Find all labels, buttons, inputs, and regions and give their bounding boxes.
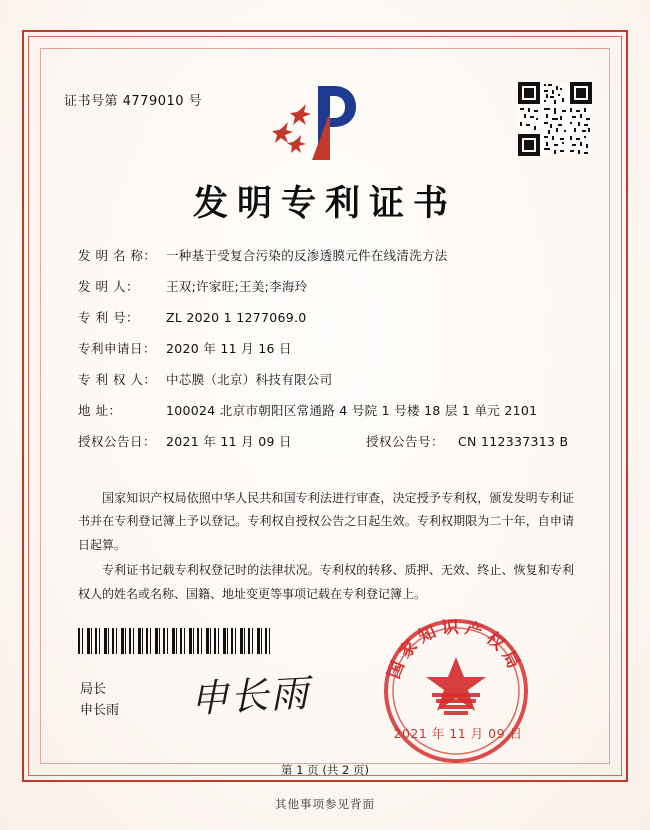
patent-office-logo-icon <box>272 82 372 164</box>
field-value: 王双;许家旺;王美;李海玲 <box>166 279 308 294</box>
field-label: 专 利 权 人： <box>78 372 157 387</box>
field-list <box>78 246 578 463</box>
footer-note: 其他事项参见背面 <box>275 797 375 811</box>
legal-paragraph-1: 国家知识产权局依照中华人民共和国专利法进行审查，决定授予专利权，颁发发明专利证书并在专利登记簿上予以登记。专利权自授权公告之日起生效。专利权期限为二十年，自申请日起算。 <box>78 491 574 552</box>
grant-date-value: 2021 年 11 月 09 日 <box>166 434 292 449</box>
grant-number-value: CN 112337313 B <box>458 434 569 449</box>
barcode-icon <box>78 628 274 654</box>
seal-date: 2021 年 11 月 09 日 <box>393 726 523 741</box>
field-row-patentee <box>78 370 578 388</box>
field-row-grant-announcement <box>78 432 578 450</box>
field-label: 专利申请日： <box>78 341 157 356</box>
field-row-patent-number <box>78 308 578 326</box>
field-value: 一种基于受复合污染的反渗透膜元件在线清洗方法 <box>166 248 448 263</box>
corner-ornament-top-right <box>594 30 628 64</box>
field-label: 地 址： <box>78 403 122 418</box>
grant-number-label: 授权公告号： <box>366 434 445 449</box>
official-seal <box>378 613 534 769</box>
svg-text:国家知识产权局: 国家知识产权局 <box>384 617 526 682</box>
corner-ornament-top-left <box>22 30 56 64</box>
director-name: 申长雨 <box>80 702 120 718</box>
handwritten-signature: 申长雨 <box>189 670 312 722</box>
page-title: 发明专利证书 <box>192 183 457 224</box>
field-value: ZL 2020 1 1277069.0 <box>166 310 307 325</box>
field-value: 中芯膜（北京）科技有限公司 <box>166 372 333 387</box>
field-row-address <box>78 401 578 419</box>
field-value: 100024 北京市朝阳区常通路 4 号院 1 号楼 18 层 1 单元 2101 <box>166 403 538 418</box>
legal-text <box>78 487 574 608</box>
legal-paragraph-2: 专利证书记载专利权登记时的法律状况。专利权的转移、质押、无效、终止、恢复和专利权人的姓名或名称、国籍、地址变更等事项记载在专利登记簿上。 <box>78 563 574 601</box>
director-label: 局长 <box>80 682 107 697</box>
director-block <box>80 680 119 722</box>
field-label: 专 利 号： <box>78 310 139 325</box>
field-value: 2020 年 11 月 16 日 <box>166 341 292 356</box>
field-row-application-date <box>78 339 578 357</box>
field-row-invention-name <box>78 246 578 264</box>
grant-date-label: 授权公告日： <box>78 434 157 449</box>
qr-code-icon <box>518 82 592 156</box>
field-label: 发 明 人： <box>78 279 139 294</box>
field-label: 发 明 名 称： <box>78 248 157 263</box>
certificate-number: 证书号第 4779010 号 <box>64 94 203 109</box>
field-row-inventor <box>78 277 578 295</box>
page-number: 第 1 页 (共 2 页) <box>281 763 369 777</box>
